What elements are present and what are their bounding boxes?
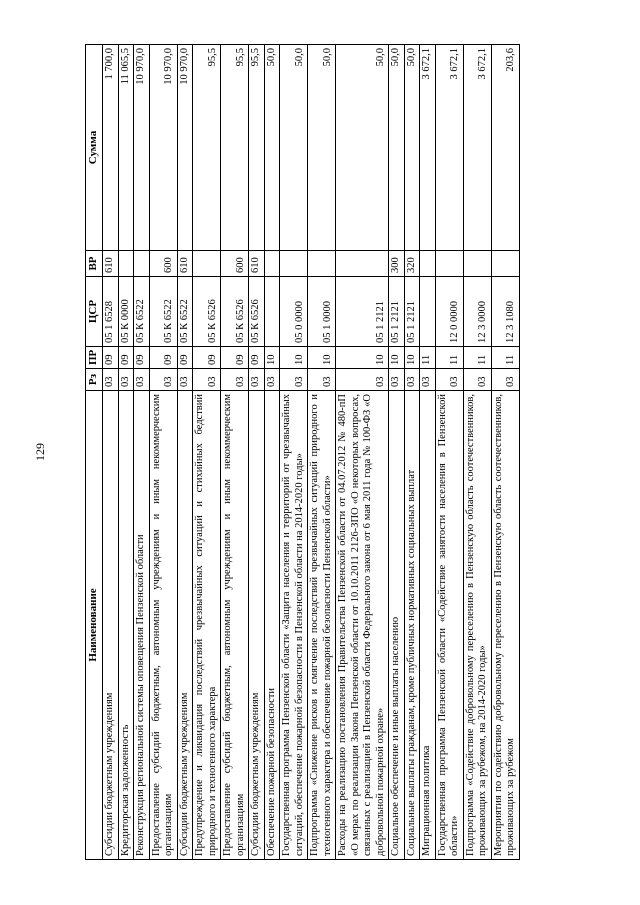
cell-rz: 03 bbox=[404, 369, 420, 391]
cell-csr: 05 К 6526 bbox=[221, 277, 249, 347]
cell-vr bbox=[435, 251, 463, 277]
cell-name: Подпрограмма «Содействие добровольному переселению в Пензенскую область соотечественников, проживающих за рубежом, на 2014-2020 годы» bbox=[463, 391, 491, 860]
cell-vr bbox=[420, 251, 436, 277]
table-header-row bbox=[86, 45, 103, 860]
cell-csr bbox=[420, 277, 436, 347]
cell-vr bbox=[308, 251, 336, 277]
cell-name: Реконструкция региональной системы оповещения Пензенской области bbox=[134, 391, 150, 860]
cell-vr bbox=[193, 251, 221, 277]
cell-rz: 03 bbox=[463, 369, 491, 391]
cell-sum: 1 700,0 bbox=[103, 45, 119, 251]
cell-pr: 10 bbox=[404, 347, 420, 369]
cell-vr: 610 bbox=[103, 251, 119, 277]
cell-rz: 03 bbox=[118, 369, 134, 391]
cell-csr: 05 1 6528 bbox=[103, 277, 119, 347]
cell-rz: 03 bbox=[389, 369, 405, 391]
cell-sum: 11 065,5 bbox=[118, 45, 134, 251]
cell-rz: 03 bbox=[249, 369, 265, 391]
table-row bbox=[389, 45, 405, 860]
cell-pr: 10 bbox=[308, 347, 336, 369]
cell-sum: 3 672,1 bbox=[420, 45, 436, 251]
table-row bbox=[193, 45, 221, 860]
cell-sum: 3 672,1 bbox=[463, 45, 491, 251]
cell-pr: 09 bbox=[177, 347, 193, 369]
cell-vr bbox=[134, 251, 150, 277]
cell-name: Подпрограмма «Снижение рисков и смягчение последствий чрезвычайных ситуаций природного и техногенного характера и обеспечение пожарной безопасности Пензенской области» bbox=[308, 391, 336, 860]
cell-rz: 03 bbox=[435, 369, 463, 391]
cell-pr: 11 bbox=[491, 347, 519, 369]
cell-name: Миграционная политика bbox=[420, 391, 436, 860]
table-row bbox=[103, 45, 119, 860]
cell-vr: 600 bbox=[149, 251, 177, 277]
cell-rz: 03 bbox=[336, 369, 389, 391]
cell-sum: 10 970,0 bbox=[134, 45, 150, 251]
cell-csr: 05 1 0000 bbox=[308, 277, 336, 347]
cell-sum: 95,5 bbox=[193, 45, 221, 251]
cell-rz: 03 bbox=[264, 369, 280, 391]
table-row bbox=[420, 45, 436, 860]
cell-sum: 95,5 bbox=[249, 45, 265, 251]
cell-csr: 05 К 6522 bbox=[134, 277, 150, 347]
cell-vr bbox=[463, 251, 491, 277]
cell-csr: 05 0 0000 bbox=[280, 277, 308, 347]
cell-rz: 03 bbox=[308, 369, 336, 391]
cell-csr: 05 1 2121 bbox=[404, 277, 420, 347]
cell-name: Предоставление субсидий бюджетным, автономным учреждениям и иным некоммерческим организациям bbox=[221, 391, 249, 860]
cell-vr bbox=[118, 251, 134, 277]
cell-rz: 03 bbox=[280, 369, 308, 391]
cell-pr: 11 bbox=[435, 347, 463, 369]
cell-pr: 11 bbox=[463, 347, 491, 369]
cell-sum: 3 672,1 bbox=[435, 45, 463, 251]
cell-rz: 03 bbox=[420, 369, 436, 391]
cell-pr: 09 bbox=[118, 347, 134, 369]
cell-rz: 03 bbox=[491, 369, 519, 391]
cell-pr: 09 bbox=[103, 347, 119, 369]
cell-pr: 11 bbox=[420, 347, 436, 369]
cell-csr: 05 1 2121 bbox=[336, 277, 389, 347]
cell-rz: 03 bbox=[103, 369, 119, 391]
cell-pr: 10 bbox=[336, 347, 389, 369]
cell-sum: 10 970,0 bbox=[149, 45, 177, 251]
header-csr: ЦСР bbox=[86, 277, 103, 347]
cell-sum: 203,6 bbox=[491, 45, 519, 251]
cell-vr: 610 bbox=[249, 251, 265, 277]
cell-sum: 10 970,0 bbox=[177, 45, 193, 251]
cell-pr: 10 bbox=[389, 347, 405, 369]
cell-vr bbox=[336, 251, 389, 277]
cell-name: Обеспечение пожарной безопасности bbox=[264, 391, 280, 860]
table-row bbox=[404, 45, 420, 860]
cell-vr bbox=[280, 251, 308, 277]
table-row bbox=[435, 45, 463, 860]
cell-rz: 03 bbox=[177, 369, 193, 391]
cell-name: Государственная программа Пензенской области «Защита населения и территорий от чрезвычайных ситуаций, обеспечение пожарной безопасности в Пензенской области на 2014-2020 годы» bbox=[280, 391, 308, 860]
cell-vr bbox=[491, 251, 519, 277]
cell-pr: 10 bbox=[280, 347, 308, 369]
cell-name: Предоставление субсидий бюджетным, автономным учреждениям и иным некоммерческим организациям bbox=[149, 391, 177, 860]
cell-name: Мероприятия по содействию добровольному переселению в Пензенскую область соотечественников, проживающих за рубежом bbox=[491, 391, 519, 860]
cell-sum: 50,0 bbox=[336, 45, 389, 251]
cell-csr: 05 К 6526 bbox=[193, 277, 221, 347]
cell-pr: 09 bbox=[193, 347, 221, 369]
cell-rz: 03 bbox=[134, 369, 150, 391]
cell-pr: 09 bbox=[221, 347, 249, 369]
rotated-page bbox=[85, 45, 585, 860]
cell-csr: 05 К 6522 bbox=[177, 277, 193, 347]
cell-vr bbox=[264, 251, 280, 277]
cell-sum: 50,0 bbox=[404, 45, 420, 251]
header-pr: ПР bbox=[86, 347, 103, 369]
cell-csr: 12 3 1080 bbox=[491, 277, 519, 347]
cell-pr: 10 bbox=[264, 347, 280, 369]
cell-name: Социальное обеспечение и иные выплаты населению bbox=[389, 391, 405, 860]
cell-sum: 50,0 bbox=[264, 45, 280, 251]
cell-csr: 05 К 6522 bbox=[149, 277, 177, 347]
table-row bbox=[134, 45, 150, 860]
cell-sum: 50,0 bbox=[389, 45, 405, 251]
table-row bbox=[118, 45, 134, 860]
cell-vr: 600 bbox=[221, 251, 249, 277]
cell-csr: 12 0 0000 bbox=[435, 277, 463, 347]
table-row bbox=[249, 45, 265, 860]
cell-vr: 300 bbox=[389, 251, 405, 277]
table-row bbox=[280, 45, 308, 860]
cell-name: Субсидии бюджетным учреждениям bbox=[249, 391, 265, 860]
page-number: 129 bbox=[33, 443, 47, 461]
table-row bbox=[463, 45, 491, 860]
cell-name: Кредиторская задолженность bbox=[118, 391, 134, 860]
header-rz: Рз bbox=[86, 369, 103, 391]
cell-rz: 03 bbox=[149, 369, 177, 391]
cell-sum: 50,0 bbox=[280, 45, 308, 251]
table-row bbox=[149, 45, 177, 860]
header-vr: ВР bbox=[86, 251, 103, 277]
cell-sum: 50,0 bbox=[308, 45, 336, 251]
cell-name: Социальные выплаты гражданам, кроме публичных нормативных социальных выплат bbox=[404, 391, 420, 860]
cell-pr: 09 bbox=[149, 347, 177, 369]
header-name: Наименование bbox=[86, 391, 103, 860]
cell-name: Предупреждение и ликвидация последствий чрезвычайных ситуаций и стихийных бедствий природного и техногенного характера bbox=[193, 391, 221, 860]
cell-name: Государственная программа Пензенской области «Содействие занятости населения в Пензенской области» bbox=[435, 391, 463, 860]
cell-name: Расходы на реализацию постановления Правительства Пензенской области от 04.07.2012 № 480-пП «О мерах по реализации Закона Пензенской области от 10.10.2011 2126-ЗПО «О некоторых вопросах, связанных с реализацией в Пензенской области Федерального закона от 6 мая 2011 года № 100-ФЗ «О добровольной пожарной охране» bbox=[336, 391, 389, 860]
cell-name: Субсидии бюджетным учреждениям bbox=[177, 391, 193, 860]
table-row bbox=[177, 45, 193, 860]
table-row bbox=[221, 45, 249, 860]
cell-rz: 03 bbox=[221, 369, 249, 391]
cell-csr: 05 К 0000 bbox=[118, 277, 134, 347]
table-row bbox=[308, 45, 336, 860]
budget-table bbox=[85, 44, 520, 860]
table-row bbox=[336, 45, 389, 860]
cell-csr: 05 К 6526 bbox=[249, 277, 265, 347]
cell-rz: 03 bbox=[193, 369, 221, 391]
cell-sum: 95,5 bbox=[221, 45, 249, 251]
cell-pr: 09 bbox=[249, 347, 265, 369]
cell-csr bbox=[264, 277, 280, 347]
cell-csr: 05 1 2121 bbox=[389, 277, 405, 347]
header-sum: Сумма bbox=[86, 45, 103, 251]
table-row bbox=[491, 45, 519, 860]
cell-vr: 320 bbox=[404, 251, 420, 277]
cell-vr: 610 bbox=[177, 251, 193, 277]
cell-name: Субсидии бюджетным учреждениям bbox=[103, 391, 119, 860]
table-row bbox=[264, 45, 280, 860]
cell-csr: 12 3 0000 bbox=[463, 277, 491, 347]
cell-pr: 09 bbox=[134, 347, 150, 369]
